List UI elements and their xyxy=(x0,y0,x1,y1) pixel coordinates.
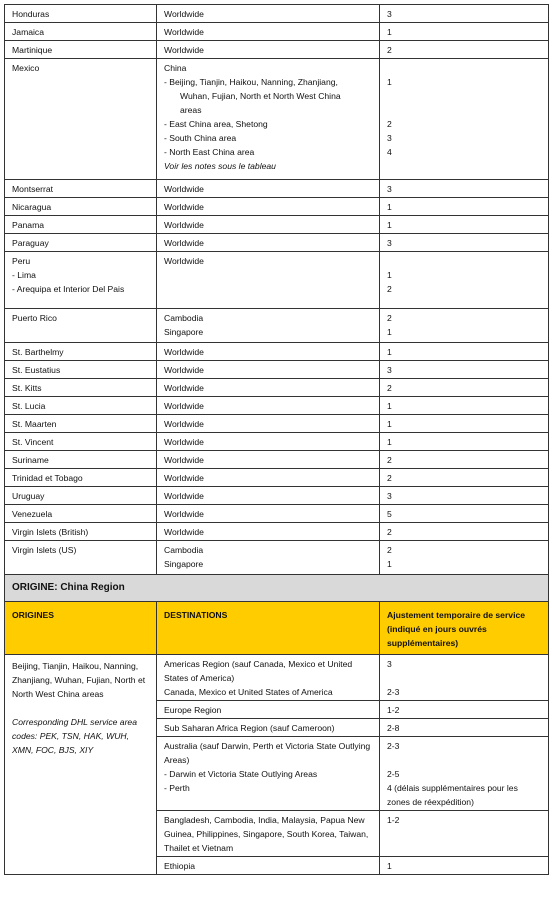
days-cell xyxy=(380,59,549,180)
days-value: 4 xyxy=(387,147,392,157)
destination-subitem: - South China area xyxy=(164,133,237,143)
days-cell xyxy=(380,252,549,309)
destination-item: Cambodia xyxy=(164,313,204,323)
table-row xyxy=(5,487,549,505)
days-cell: 2 xyxy=(380,523,549,541)
destination-subitem: - Darwin et Victoria State Outlying Areas xyxy=(164,769,318,779)
country-name: Peru xyxy=(12,256,31,266)
table-row xyxy=(5,198,549,216)
destination-cell: Worldwide xyxy=(157,216,380,234)
days-value: 1 xyxy=(387,559,392,569)
country-cell: Suriname xyxy=(5,451,157,469)
country-cell: St. Vincent xyxy=(5,433,157,451)
country-cell: St. Maarten xyxy=(5,415,157,433)
destination-item: Singapore xyxy=(164,327,204,337)
table-row xyxy=(5,5,549,23)
destination-cell: Worldwide xyxy=(157,379,380,397)
country-subitem: - Lima xyxy=(12,270,36,280)
service-adjustment-table xyxy=(4,4,549,875)
country-cell: St. Barthelmy xyxy=(5,343,157,361)
destination-cell: Bangladesh, Cambodia, India, Malaysia, Papua New Guinea, Philippines, Singapore, South Korea, Taiwan, Thailet et Vietnam xyxy=(157,811,380,857)
table-note: Voir les notes sous le tableau xyxy=(164,161,276,171)
destination-cell: Worldwide xyxy=(157,180,380,198)
destination-cell: Worldwide xyxy=(157,343,380,361)
origin-cell xyxy=(5,655,157,875)
days-cell: 2 xyxy=(380,469,549,487)
days-cell: 1-2 xyxy=(380,811,549,857)
destination-subitem-cont: areas xyxy=(180,105,202,115)
days-cell: 1 xyxy=(380,415,549,433)
days-value: 2 xyxy=(387,284,392,294)
table-row xyxy=(5,433,549,451)
table-row xyxy=(5,379,549,397)
days-value: 1 xyxy=(387,270,392,280)
destination-cell xyxy=(157,737,380,811)
table-row xyxy=(5,523,549,541)
country-cell: Panama xyxy=(5,216,157,234)
country-cell: Nicaragua xyxy=(5,198,157,216)
country-cell: Jamaica xyxy=(5,23,157,41)
country-cell: Martinique xyxy=(5,41,157,59)
days-value: 1 xyxy=(387,77,392,87)
destination-item: Americas Region (sauf Canada, Mexico et United States of America) xyxy=(164,659,353,683)
origin-areas: Beijing, Tianjin, Haikou, Nanning, Zhanjiang, Wuhan, Fujian, North et North West China areas xyxy=(12,661,146,699)
table-row-virgin-us xyxy=(5,541,549,575)
header-origins: ORIGINES xyxy=(5,602,157,655)
table-row xyxy=(5,180,549,198)
destination-cell: Worldwide xyxy=(157,234,380,252)
days-value: 3 xyxy=(387,659,392,669)
days-cell xyxy=(380,309,549,343)
days-cell: 1 xyxy=(380,857,549,875)
table-row xyxy=(5,469,549,487)
destination-cell: Sub Saharan Africa Region (sauf Cameroon) xyxy=(157,719,380,737)
days-cell: 3 xyxy=(380,180,549,198)
days-value: 2-5 xyxy=(387,769,400,779)
destination-title: China xyxy=(164,63,187,73)
destination-cell: Ethiopia xyxy=(157,857,380,875)
destination-subitem-cont: Wuhan, Fujian, North et North West China xyxy=(180,91,341,101)
table-row xyxy=(5,23,549,41)
header-adjustment: Ajustement temporaire de service (indiqué en jours ouvrés supplémentaires) xyxy=(380,602,549,655)
days-value: 3 xyxy=(387,133,392,143)
destination-cell: Worldwide xyxy=(157,23,380,41)
destination-cell: Worldwide xyxy=(157,469,380,487)
days-cell xyxy=(380,655,549,701)
days-cell: 1 xyxy=(380,397,549,415)
country-cell: Virgin Islets (US) xyxy=(5,541,157,575)
destination-subitem: - Perth xyxy=(164,783,190,793)
days-cell: 1 xyxy=(380,433,549,451)
destination-cell: Worldwide xyxy=(157,397,380,415)
destination-cell xyxy=(157,59,380,180)
table-row xyxy=(5,415,549,433)
destination-cell: Europe Region xyxy=(157,701,380,719)
country-cell: St. Kitts xyxy=(5,379,157,397)
country-cell: Uruguay xyxy=(5,487,157,505)
destination-cell: Worldwide xyxy=(157,5,380,23)
service-area-codes: Corresponding DHL service area codes: PEK, TSN, HAK, WUH, XMN, FOC, BJS, XIY xyxy=(12,717,137,755)
days-cell: 2 xyxy=(380,451,549,469)
destination-cell: Worldwide xyxy=(157,487,380,505)
country-cell: Paraguay xyxy=(5,234,157,252)
country-cell: Trinidad et Tobago xyxy=(5,469,157,487)
destination-cell: Worldwide xyxy=(157,505,380,523)
days-cell: 1 xyxy=(380,198,549,216)
country-cell: St. Lucia xyxy=(5,397,157,415)
destination-subitem: - North East China area xyxy=(164,147,255,157)
destination-cell: Worldwide xyxy=(157,252,380,309)
destination-item: Singapore xyxy=(164,559,204,569)
days-cell: 2-8 xyxy=(380,719,549,737)
destination-item: Canada, Mexico et United States of America xyxy=(164,687,333,697)
destination-subitem: - East China area, Shetong xyxy=(164,119,268,129)
table-row xyxy=(5,505,549,523)
days-cell xyxy=(380,541,549,575)
header-row xyxy=(5,602,549,655)
days-cell: 3 xyxy=(380,361,549,379)
table-row-puerto-rico xyxy=(5,309,549,343)
days-cell: 3 xyxy=(380,234,549,252)
days-cell: 5 xyxy=(380,505,549,523)
destination-subitem: - Beijing, Tianjin, Haikou, Nanning, Zhanjiang, xyxy=(164,77,338,87)
country-cell: St. Eustatius xyxy=(5,361,157,379)
days-cell: 2 xyxy=(380,379,549,397)
days-value: 2 xyxy=(387,545,392,555)
days-cell: 1 xyxy=(380,216,549,234)
country-cell: Virgin Islets (British) xyxy=(5,523,157,541)
days-cell: 1 xyxy=(380,343,549,361)
destination-cell xyxy=(157,541,380,575)
table-row xyxy=(5,451,549,469)
days-cell xyxy=(380,737,549,811)
country-cell: Puerto Rico xyxy=(5,309,157,343)
days-value: 2-3 xyxy=(387,741,400,751)
days-value: 2 xyxy=(387,313,392,323)
destination-cell: Worldwide xyxy=(157,361,380,379)
table-row-mexico xyxy=(5,59,549,180)
destination-cell: Worldwide xyxy=(157,523,380,541)
destination-cell xyxy=(157,655,380,701)
country-cell: Mexico xyxy=(5,59,157,180)
days-value: 1 xyxy=(387,327,392,337)
country-subitem: - Arequipa et Interior Del Pais xyxy=(12,284,125,294)
days-value: 2-3 xyxy=(387,687,400,697)
table-row xyxy=(5,343,549,361)
table-row xyxy=(5,234,549,252)
country-cell: Honduras xyxy=(5,5,157,23)
table-row-americas xyxy=(5,655,549,701)
days-value: 4 (délais supplémentaires pour les zones de réexpédition) xyxy=(387,783,518,807)
destination-cell: Worldwide xyxy=(157,41,380,59)
days-value: 2 xyxy=(387,119,392,129)
section-title: ORIGINE: China Region xyxy=(5,575,549,602)
table-row-peru xyxy=(5,252,549,309)
days-cell: 2 xyxy=(380,41,549,59)
days-cell: 1 xyxy=(380,23,549,41)
destination-cell: Worldwide xyxy=(157,451,380,469)
days-cell: 1-2 xyxy=(380,701,549,719)
destination-item: Australia (sauf Darwin, Perth et Victoria State Outlying Areas) xyxy=(164,741,371,765)
country-cell: Montserrat xyxy=(5,180,157,198)
destination-cell: Worldwide xyxy=(157,198,380,216)
destination-item: Cambodia xyxy=(164,545,204,555)
header-destinations: DESTINATIONS xyxy=(157,602,380,655)
country-cell: Venezuela xyxy=(5,505,157,523)
country-cell xyxy=(5,252,157,309)
table-row xyxy=(5,216,549,234)
destination-cell: Worldwide xyxy=(157,415,380,433)
table-row xyxy=(5,397,549,415)
table-row xyxy=(5,41,549,59)
destination-cell: Worldwide xyxy=(157,433,380,451)
days-cell: 3 xyxy=(380,5,549,23)
section-row xyxy=(5,575,549,602)
days-cell: 3 xyxy=(380,487,549,505)
destination-cell xyxy=(157,309,380,343)
table-row xyxy=(5,361,549,379)
